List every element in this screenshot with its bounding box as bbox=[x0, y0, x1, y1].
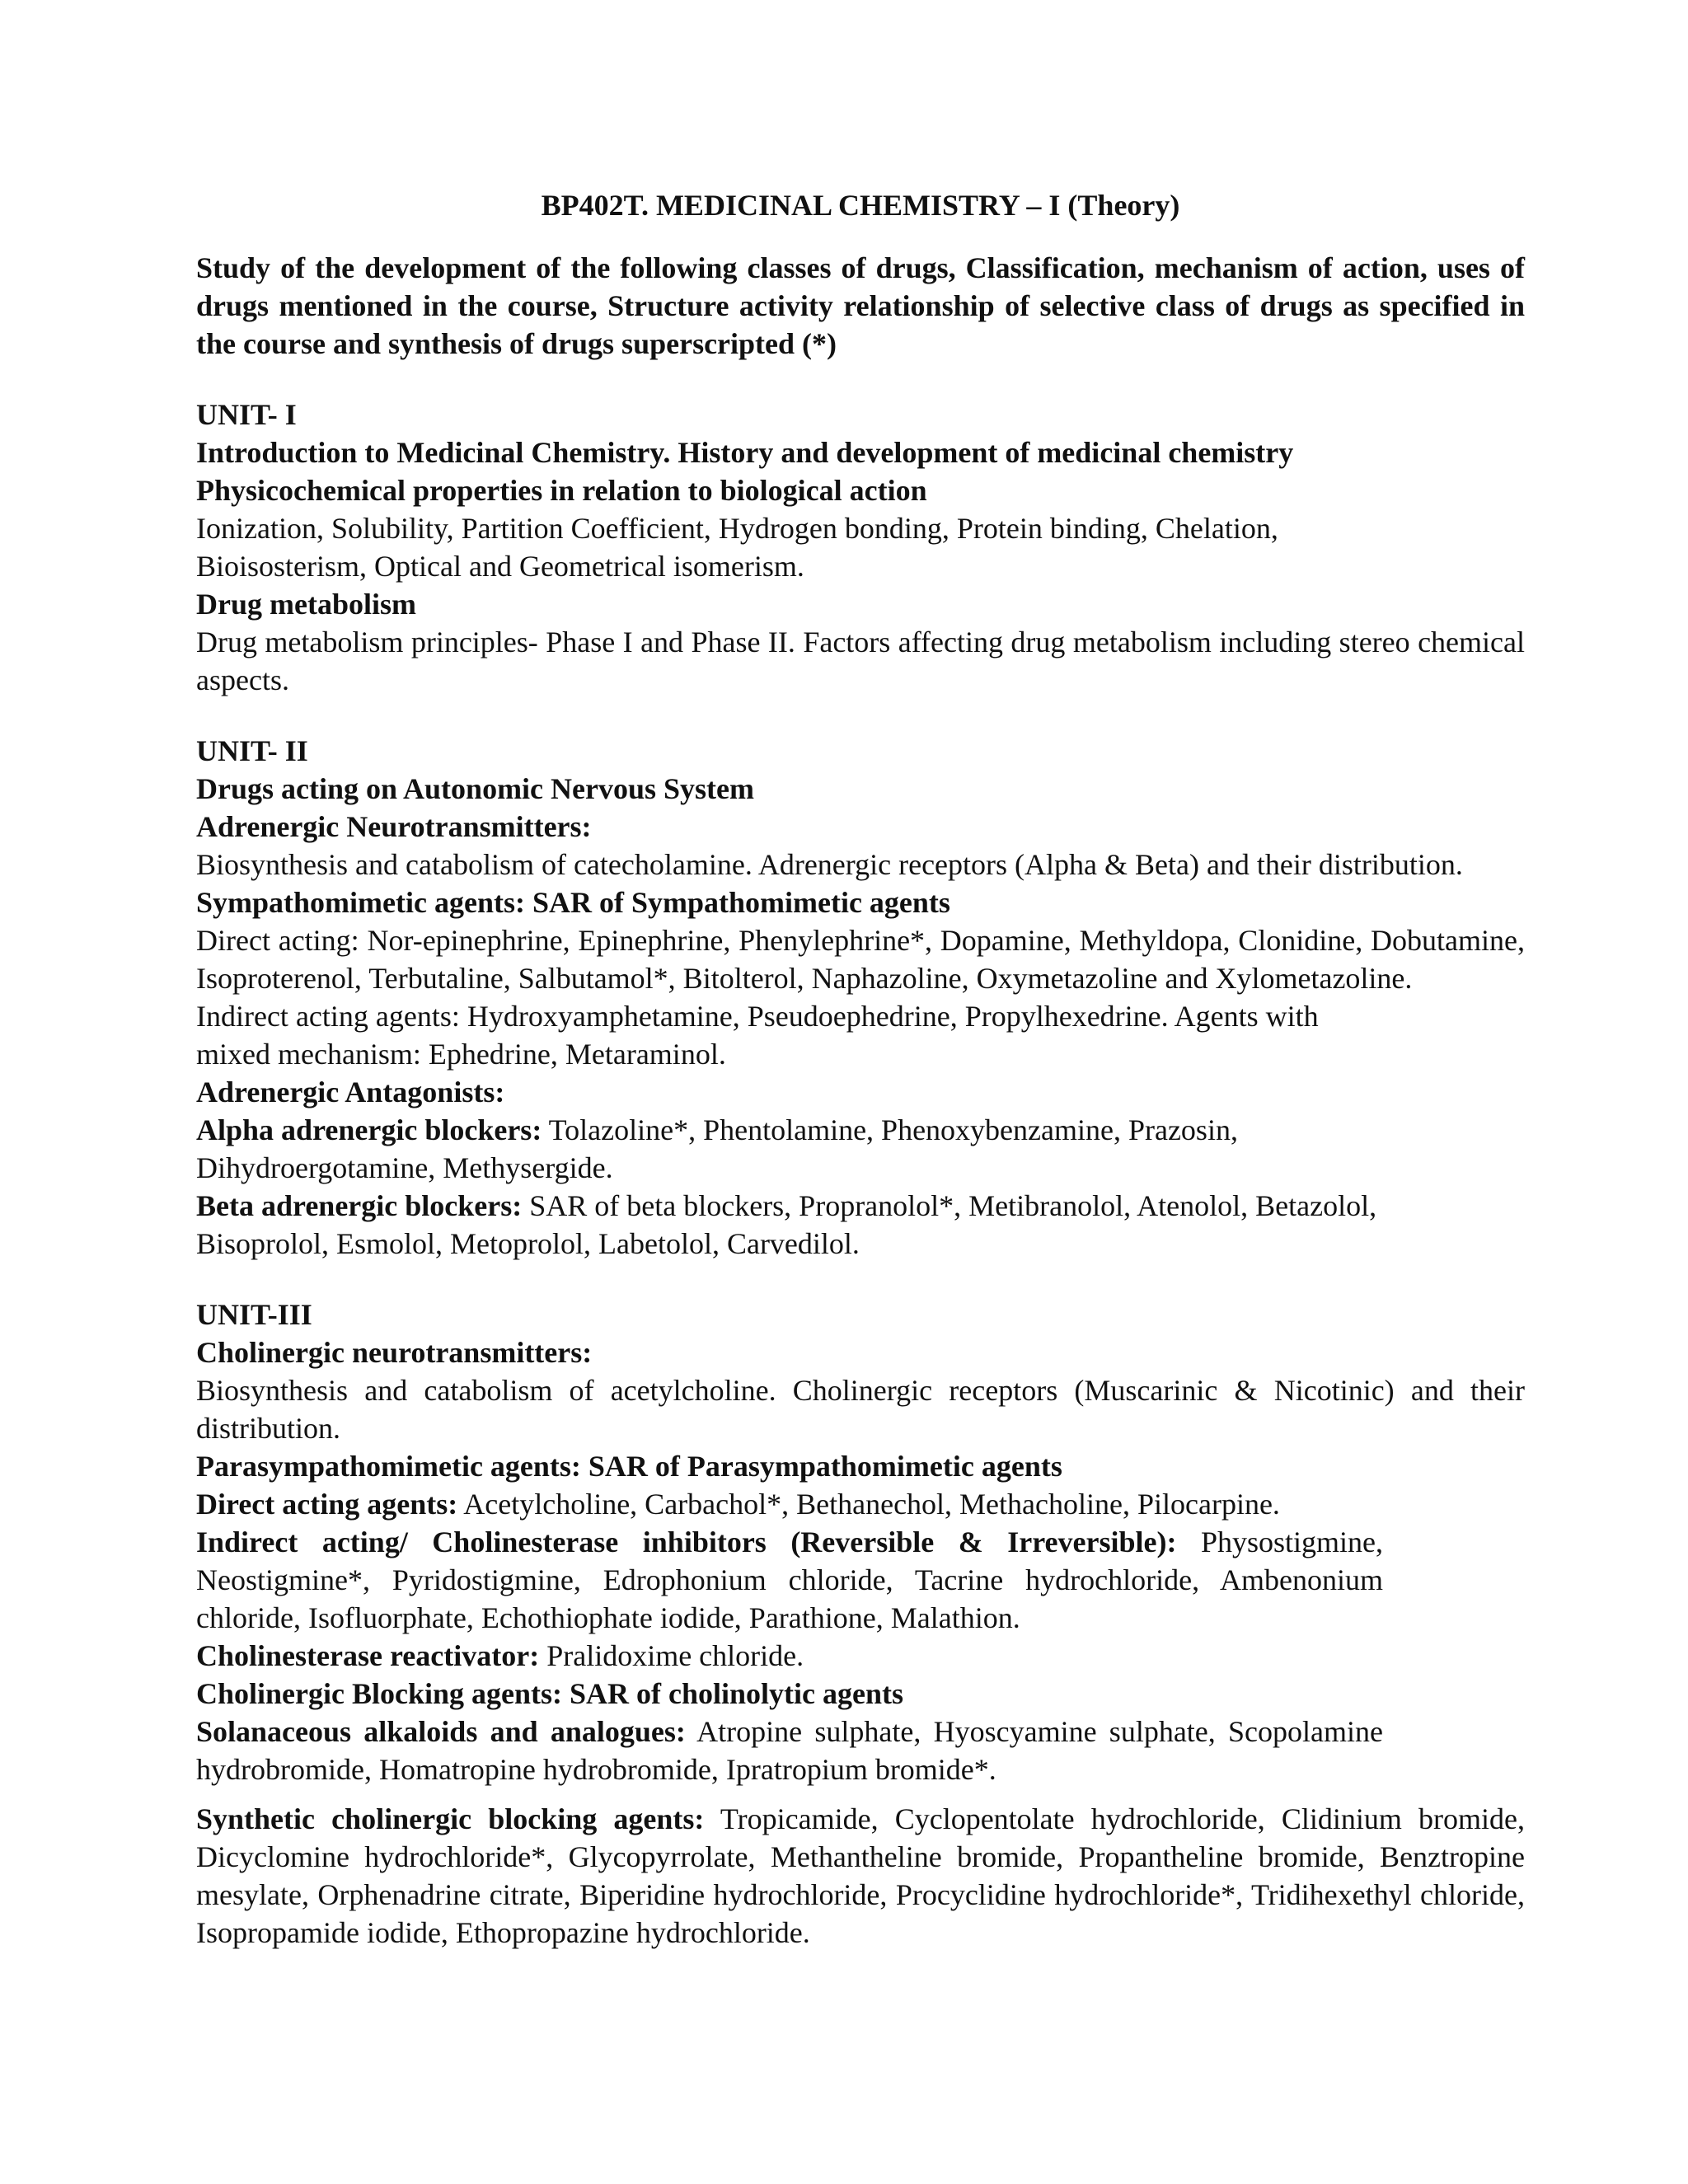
unit-3-section bbox=[196, 1296, 1525, 1952]
synthetic-blocking-text: Tropicamide, Cyclopentolate hydrochloride, Clidinium bromide, Dicyclomine hydrochloride*, Glycopyrrolate, Methantheline bromide, Propantheline bromide, Benztropine mesylate, Orphenadrine citrate, Biperidine hydrochloride, Procyclidine hydrochloride*, Tridihexethyl chloride, Isopropamide iodide, Ethopropazine hydrochloride. bbox=[196, 1802, 1525, 1949]
direct-acting-text: Acetylcholine, Carbachol*, Bethanechol, Methacholine, Pilocarpine. bbox=[457, 1488, 1280, 1521]
solanaceous-text: Atropine sulphate, Hyoscyamine sulphate, Scopolamine hydrobromide, Homatropine hydrobromide, Ipratropium bromide*. bbox=[196, 1715, 1383, 1786]
unit-1-drug-metabolism-text: Drug metabolism principles- Phase I and Phase II. Factors affecting drug metabolism including stereo chemical aspects. bbox=[196, 626, 1525, 696]
alpha-blockers-text: Tolazoline*, Phentolamine, Phenoxybenzamine, Prazosin, Dihydroergotamine, Methysergide. bbox=[196, 1113, 1238, 1184]
unit-2-heading-adrenergic-neurotransmitters: Adrenergic Neurotransmitters: bbox=[196, 810, 592, 843]
unit-2-heading-sympathomimetic: Sympathomimetic agents: SAR of Sympathomimetic agents bbox=[196, 886, 950, 919]
beta-blockers-label: Beta adrenergic blockers: bbox=[196, 1189, 523, 1222]
unit-2-beta-blockers bbox=[196, 1187, 1383, 1263]
unit-3-heading-cholinergic-neurotransmitters: Cholinergic neurotransmitters: bbox=[196, 1336, 593, 1369]
direct-acting-label: Direct acting agents: bbox=[196, 1488, 458, 1521]
unit-3-title: UNIT-III bbox=[196, 1298, 312, 1331]
reactivator-text: Pralidoxime chloride. bbox=[539, 1639, 804, 1672]
indirect-acting-text: Physostigmine, Neostigmine*, Pyridostigmine, Edrophonium chloride, Tacrine hydrochloride, Ambenonium chloride, Isofluorphate, Echothiophate iodide, Parathione, Malathion. bbox=[196, 1526, 1384, 1634]
unit-1-heading-drug-metabolism: Drug metabolism bbox=[196, 588, 416, 621]
solanaceous-label: Solanaceous alkaloids and analogues: bbox=[196, 1715, 686, 1748]
syllabus-page bbox=[196, 186, 1525, 1985]
unit-2-title: UNIT- II bbox=[196, 734, 308, 767]
unit-3-synthetic-blocking bbox=[196, 1800, 1525, 1952]
unit-2-alpha-blockers bbox=[196, 1111, 1383, 1187]
beta-blockers-text: SAR of beta blockers, Propranolol*, Metibranolol, Atenolol, Betazolol, Bisoprolol, Esmolol, Metoprolol, Labetolol, Carvedilol. bbox=[196, 1189, 1377, 1260]
reactivator-label: Cholinesterase reactivator: bbox=[196, 1639, 540, 1672]
page-title: BP402T. MEDICINAL CHEMISTRY – I (Theory) bbox=[541, 189, 1180, 222]
unit-2-direct-acting-text: Direct acting: Nor-epinephrine, Epinephrine, Phenylephrine*, Dopamine, Methyldopa, Clonidine, Dobutamine, Isoproterenol, Terbutaline, Salbutamol*, Bitolterol, Naphazoline, Oxymetazoline and Xylometazoline. bbox=[196, 924, 1525, 995]
unit-2-heading-ans: Drugs acting on Autonomic Nervous System bbox=[196, 772, 755, 805]
unit-1-section bbox=[196, 396, 1525, 699]
unit-1-title: UNIT- I bbox=[196, 398, 297, 431]
unit-1-heading-physicochemical: Physicochemical properties in relation to biological action bbox=[196, 474, 927, 507]
unit-3-indirect-acting bbox=[196, 1523, 1383, 1637]
unit-3-heading-parasympathomimetic: Parasympathomimetic agents: SAR of Parasympathomimetic agents bbox=[196, 1450, 1062, 1483]
unit-2-indirect-acting-text: Indirect acting agents: Hydroxyamphetamine, Pseudoephedrine, Propylhexedrine. Agents with mixed mechanism: Ephedrine, Metaraminol. bbox=[196, 1000, 1319, 1071]
synthetic-blocking-label: Synthetic cholinergic blocking agents: bbox=[196, 1802, 705, 1835]
unit-3-heading-blocking-agents: Cholinergic Blocking agents: SAR of cholinolytic agents bbox=[196, 1677, 904, 1710]
unit-2-section bbox=[196, 732, 1525, 1263]
unit-3-biosynthesis-text: Biosynthesis and catabolism of acetylcholine. Cholinergic receptors (Muscarinic & Nicotinic) and their distribution. bbox=[196, 1374, 1525, 1445]
unit-2-heading-antagonists: Adrenergic Antagonists: bbox=[196, 1076, 505, 1108]
alpha-blockers-label: Alpha adrenergic blockers: bbox=[196, 1113, 542, 1146]
unit-1-heading-intro: Introduction to Medicinal Chemistry. History and development of medicinal chemistry bbox=[196, 436, 1294, 469]
course-intro: Study of the development of the following classes of drugs, Classification, mechanism of action, uses of drugs mentioned in the course, Structure activity relationship of selective class of drugs as specified in the course and synthesis of drugs superscripted (*) bbox=[196, 251, 1525, 360]
indirect-acting-label: Indirect acting/ Cholinesterase inhibitors (Reversible & Irreversible): bbox=[196, 1526, 1177, 1558]
unit-3-direct-acting bbox=[196, 1485, 1383, 1523]
unit-3-reactivator bbox=[196, 1637, 1525, 1675]
unit-3-solanaceous bbox=[196, 1713, 1383, 1788]
unit-1-physicochemical-text: Ionization, Solubility, Partition Coefficient, Hydrogen bonding, Protein binding, Chelation, Bioisosterism, Optical and Geometrical isomerism. bbox=[196, 512, 1278, 583]
paragraph-spacer bbox=[196, 1788, 1525, 1800]
unit-2-biosynthesis-text: Biosynthesis and catabolism of catecholamine. Adrenergic receptors (Alpha & Beta) and their distribution. bbox=[196, 848, 1463, 881]
